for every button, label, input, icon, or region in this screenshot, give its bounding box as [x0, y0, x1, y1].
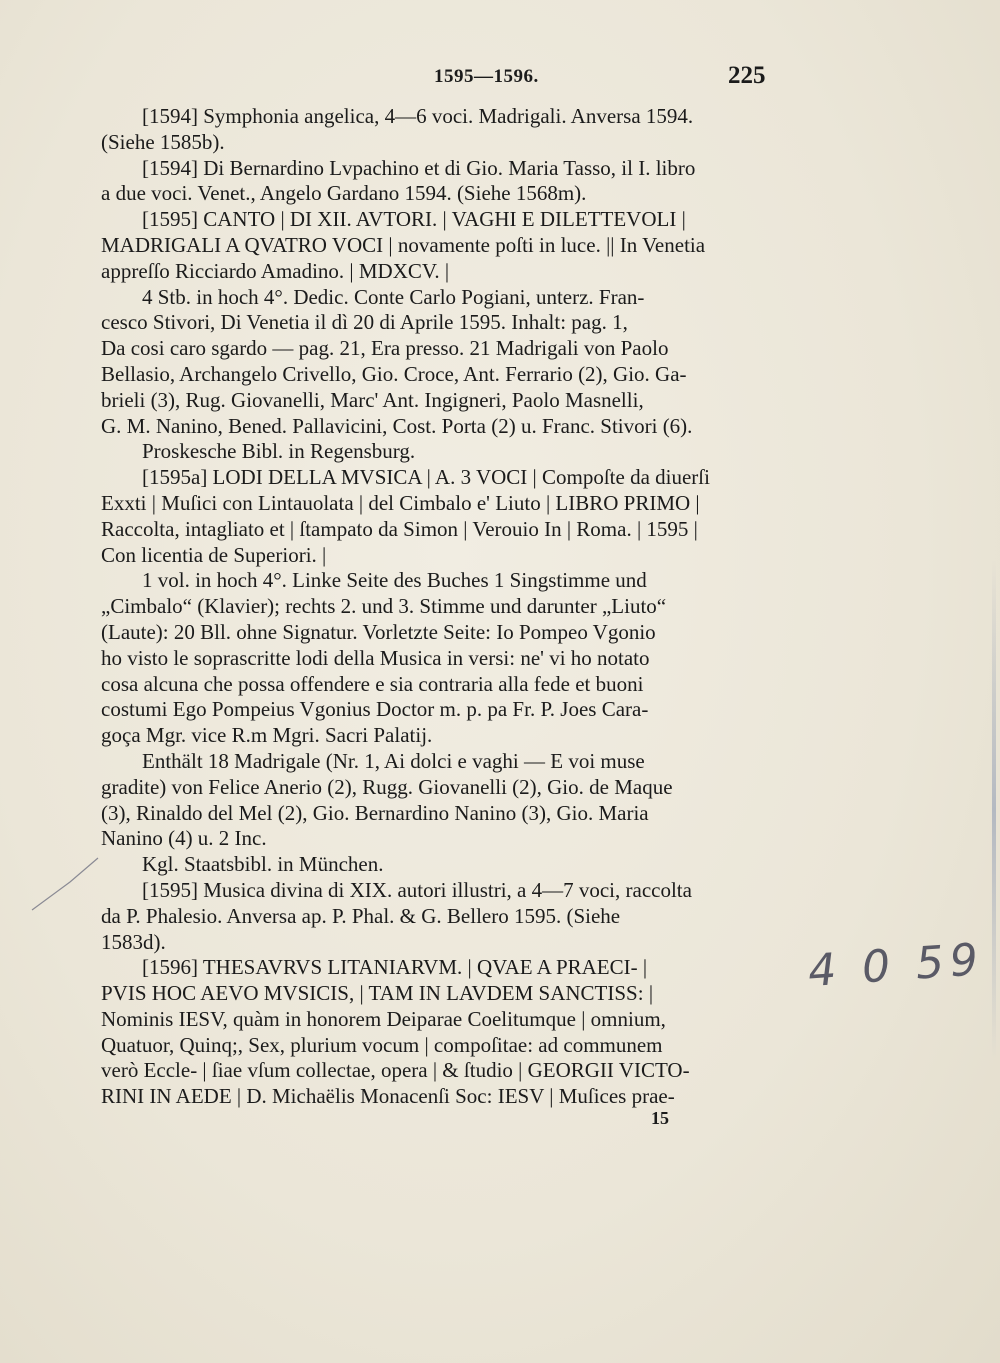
page-edge-shadow	[992, 560, 996, 1060]
text-line: Da cosi caro sgardo — pag. 21, Era presso. 21 Madrigali von Paolo	[101, 336, 669, 361]
text-line: Con licentia de Superiori. |	[101, 542, 327, 567]
text-line: 4 Stb. in hoch 4°. Dedic. Conte Carlo Pogiani, unterz. Fran-	[142, 284, 645, 309]
text-line: gradite) von Felice Anerio (2), Rugg. Giovanelli (2), Gio. de Maque	[101, 774, 673, 799]
text-line: cosa alcuna che possa offendere e sia contraria alla fede et buoni	[101, 671, 644, 696]
running-head-years: 1595—1596.	[434, 66, 539, 87]
text-line: PVIS HOC AEVO MVSICIS, | TAM IN LAVDEM SANCTISS: |	[101, 981, 654, 1006]
text-line: costumi Ego Pompeius Vgonius Doctor m. p. pa Fr. P. Joes Cara-	[101, 697, 649, 722]
text-line: Nanino (4) u. 2 Inc.	[101, 826, 267, 851]
text-line: [1595] CANTO | DI XII. AVTORI. | VAGHI E DILETTEVOLI |	[142, 207, 686, 232]
running-head	[0, 62, 1000, 92]
catalog-entries	[101, 104, 763, 1110]
text-line: ho visto le soprascritte lodi della Musica in versi: ne' vi ho notato	[101, 645, 650, 670]
text-line: Quatuor, Quinq;, Sex, plurium vocum | compoſitae: ad communem	[101, 1032, 663, 1057]
text-line: [1594] Di Bernardino Lvpachino et di Gio. Maria Tasso, il I. libro	[142, 155, 696, 180]
pencil-annotation: 4 0 59	[806, 933, 986, 998]
text-line: Nominis IESV, quàm in honorem Deiparae Coelitumque | omnium,	[101, 1006, 666, 1031]
text-line: [1594] Symphonia angelica, 4—6 voci. Madrigali. Anversa 1594.	[142, 104, 694, 128]
text-line: (Siehe 1585b).	[101, 129, 225, 154]
page-number: 225	[728, 62, 766, 89]
text-line: brieli (3), Rug. Giovanelli, Marc' Ant. Ingigneri, Paolo Masnelli,	[101, 387, 644, 412]
text-line: „Cimbalo“ (Klavier); rechts 2. und 3. Stimme und darunter „Liuto“	[101, 594, 667, 619]
text-line: cesco Stivori, Di Venetia il dì 20 di Aprile 1595. Inhalt: pag. 1,	[101, 310, 628, 335]
text-line: [1595a] LODI DELLA MVSICA | A. 3 VOCI | Compoſte da diuerſi	[142, 465, 710, 490]
text-line: Enthält 18 Madrigale (Nr. 1, Ai dolci e vaghi — E voi muse	[142, 748, 645, 773]
text-line: 1583d).	[101, 929, 166, 954]
text-line: G. M. Nanino, Bened. Pallavicini, Cost. Porta (2) u. Franc. Stivori (6).	[101, 413, 693, 438]
text-line: Proskesche Bibl. in Regensburg.	[142, 439, 416, 464]
text-line: a due voci. Venet., Angelo Gardano 1594. (Siehe 1568m).	[101, 181, 587, 206]
text-line: goça Mgr. vice R.m Mgri. Sacri Palatij.	[101, 723, 433, 748]
pencil-stroke	[30, 852, 100, 912]
text-line: Bellasio, Archangelo Crivello, Gio. Croce, Ant. Ferrario (2), Gio. Ga-	[101, 361, 687, 386]
text-line: 1 vol. in hoch 4°. Linke Seite des Buches 1 Singstimme und	[142, 568, 647, 593]
text-line: [1596] THESAVRVS LITANIARVM. | QVAE A PRAECI- |	[142, 955, 648, 980]
text-line: Exxti | Muſici con Lintauolata | del Cimbalo e' Liuto | LIBRO PRIMO |	[101, 490, 700, 515]
text-line: verò Eccle- | ſiae vſum collectae, opera | & ſtudio | GEORGII VICTO-	[101, 1058, 690, 1083]
text-line: (Laute): 20 Bll. ohne Signatur. Vorletzte Seite: Io Pompeo Vgonio	[101, 619, 656, 644]
text-line: Raccolta, intagliato et | ſtampato da Simon | Verouio In | Roma. | 1595 |	[101, 516, 698, 541]
text-line: da P. Phalesio. Anversa ap. P. Phal. & G. Bellero 1595. (Siehe	[101, 903, 621, 928]
text-line: RINI IN AEDE | D. Michaëlis Monacenſi Soc: IESV | Muſices prae-	[101, 1084, 675, 1109]
text-line: Kgl. Staatsbibl. in München.	[142, 852, 384, 877]
text-line: [1595] Musica divina di XIX. autori illustri, a 4—7 voci, raccolta	[142, 877, 692, 902]
signature-mark: 15	[651, 1108, 669, 1128]
text-line: appreſſo Ricciardo Amadino. | MDXCV. |	[101, 258, 450, 283]
text-line: (3), Rinaldo del Mel (2), Gio. Bernardino Nanino (3), Gio. Maria	[101, 800, 649, 825]
text-line: MADRIGALI A QVATRO VOCI | novamente poſti in luce. || In Venetia	[101, 232, 706, 257]
